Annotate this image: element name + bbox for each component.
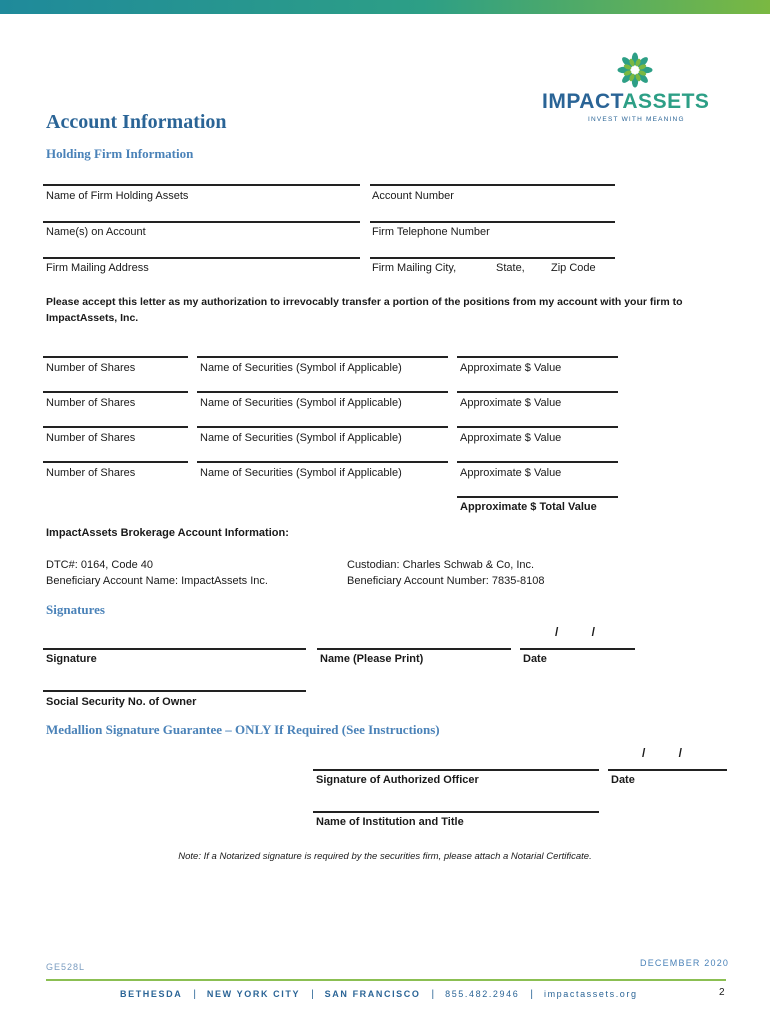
footer-website[interactable]: impactassets.org — [543, 989, 638, 999]
brand-name-part2: ASSETS — [622, 90, 710, 113]
firm-name-line[interactable] — [43, 184, 360, 186]
shares-label: Number of Shares — [46, 397, 136, 409]
value-line[interactable] — [457, 426, 618, 428]
footer-separator: | — [530, 988, 533, 1000]
security-name-line[interactable] — [197, 426, 448, 428]
footer-sf: SAN FRANCISCO — [324, 989, 421, 999]
securities-table — [0, 356, 770, 496]
beneficiary-number: Beneficiary Account Number: 7835-8108 — [347, 575, 545, 587]
mailing-address-line[interactable] — [43, 257, 360, 259]
value-label: Approximate $ Value — [460, 397, 562, 409]
medallion-heading: Medallion Signature Guarantee – ONLY If Required (See Instructions) — [46, 722, 440, 737]
footer-phone: 855.482.2946 — [445, 989, 520, 999]
name-print-label: Name (Please Print) — [320, 653, 424, 665]
value-label: Approximate $ Value — [460, 467, 562, 479]
table-row — [0, 426, 770, 461]
brand-logo-text — [542, 90, 709, 114]
flower-logo-icon — [617, 52, 653, 88]
top-gradient-bar — [0, 0, 770, 14]
mailing-city-label: Firm Mailing City, — [372, 262, 457, 274]
shares-line[interactable] — [43, 426, 188, 428]
value-line[interactable] — [457, 391, 618, 393]
firm-telephone-label: Firm Telephone Number — [372, 226, 490, 238]
names-on-account-line[interactable] — [43, 221, 360, 223]
value-label: Approximate $ Value — [460, 362, 562, 374]
dtc-info: DTC#: 0164, Code 40 — [46, 559, 154, 571]
institution-line[interactable] — [313, 811, 599, 813]
signature-label: Signature — [46, 653, 97, 665]
mailing-address-label: Firm Mailing Address — [46, 262, 149, 274]
security-name-label: Name of Securities (Symbol if Applicable) — [200, 362, 402, 374]
security-name-label: Name of Securities (Symbol if Applicable) — [200, 397, 402, 409]
account-number-line[interactable] — [370, 184, 615, 186]
beneficiary-name: Beneficiary Account Name: ImpactAssets Inc. — [46, 575, 268, 587]
officer-signature-label: Signature of Authorized Officer — [316, 774, 479, 786]
state-label: State, — [496, 262, 525, 274]
footer-separator: | — [193, 988, 196, 1000]
date-line[interactable] — [520, 648, 635, 650]
zip-code-label: Zip Code — [551, 262, 596, 274]
footer-separator: | — [431, 988, 435, 1000]
holding-firm-heading: Holding Firm Information — [46, 146, 194, 161]
medallion-date-slashes: / / — [642, 746, 683, 760]
date-label: Date — [523, 653, 547, 665]
footer-nyc: NEW YORK CITY — [206, 989, 301, 999]
footer-locations — [120, 987, 638, 1001]
officer-signature-line[interactable] — [313, 769, 599, 771]
ssn-line[interactable] — [43, 690, 306, 692]
footer-date: DECEMBER 2020 — [640, 958, 730, 968]
table-row — [0, 356, 770, 391]
mailing-city-line[interactable] — [370, 257, 615, 259]
medallion-date-label: Date — [611, 774, 635, 786]
security-name-label: Name of Securities (Symbol if Applicable) — [200, 432, 402, 444]
security-name-line[interactable] — [197, 461, 448, 463]
table-row — [0, 391, 770, 426]
total-value-line[interactable] — [457, 496, 618, 498]
shares-label: Number of Shares — [46, 467, 136, 479]
custodian-info: Custodian: Charles Schwab & Co, Inc. — [347, 559, 535, 571]
names-on-account-label: Name(s) on Account — [46, 226, 146, 238]
form-code: GE528L — [46, 962, 86, 972]
shares-label: Number of Shares — [46, 362, 136, 374]
footer-separator: | — [311, 988, 314, 1000]
shares-line[interactable] — [43, 461, 188, 463]
date-slashes: / / — [555, 625, 596, 639]
shares-line[interactable] — [43, 356, 188, 358]
account-number-label: Account Number — [372, 190, 454, 202]
signatures-heading: Signatures — [46, 602, 105, 617]
shares-label: Number of Shares — [46, 432, 136, 444]
value-line[interactable] — [457, 461, 618, 463]
name-print-line[interactable] — [317, 648, 511, 650]
value-label: Approximate $ Value — [460, 432, 562, 444]
authorization-text: Please accept this letter as my authorization to irrevocably transfer a portion of the positions from my account with your firm to — [46, 296, 683, 308]
footer-divider — [46, 979, 726, 981]
medallion-date-line[interactable] — [608, 769, 727, 771]
brokerage-heading: ImpactAssets Brokerage Account Information: — [46, 527, 289, 539]
institution-label: Name of Institution and Title — [316, 816, 464, 828]
firm-telephone-line[interactable] — [370, 221, 615, 223]
ssn-label: Social Security No. of Owner — [46, 696, 197, 708]
security-name-line[interactable] — [197, 391, 448, 393]
notary-note: Note: If a Notarized signature is required by the securities firm, please attach a Notarial Certificate. — [178, 851, 592, 862]
security-name-label: Name of Securities (Symbol if Applicable) — [200, 467, 402, 479]
brand-tagline: INVEST WITH MEANING — [588, 116, 685, 123]
footer-bethesda: BETHESDA — [120, 989, 183, 999]
firm-name-label: Name of Firm Holding Assets — [46, 190, 189, 202]
security-name-line[interactable] — [197, 356, 448, 358]
signature-line[interactable] — [43, 648, 306, 650]
page-number: 2 — [719, 987, 725, 998]
value-line[interactable] — [457, 356, 618, 358]
table-row — [0, 461, 770, 496]
page-title: Account Information — [46, 111, 227, 133]
total-value-label: Approximate $ Total Value — [460, 501, 597, 513]
brand-name-part1: IMPACT — [542, 90, 623, 113]
shares-line[interactable] — [43, 391, 188, 393]
authorization-text-2: ImpactAssets, Inc. — [46, 312, 139, 324]
